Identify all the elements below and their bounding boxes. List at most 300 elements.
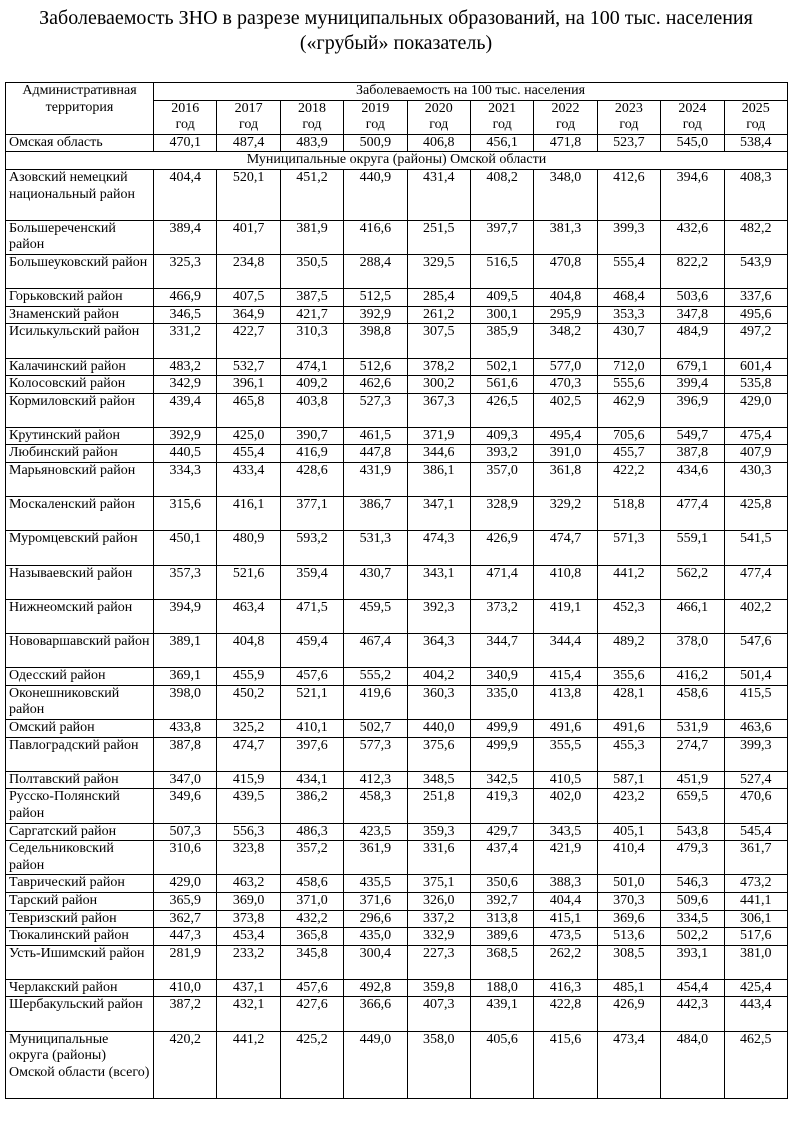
territory-name: Большеуковский район <box>6 254 154 288</box>
rate-value-cell: 408,3 <box>724 169 787 220</box>
territory-name: Муромцевский район <box>6 531 154 565</box>
rate-value-cell: 441,2 <box>597 565 660 599</box>
rate-value-cell: 422,7 <box>217 324 280 358</box>
rate-value-cell: 471,4 <box>470 565 533 599</box>
rate-value-cell: 485,1 <box>597 979 660 997</box>
rate-value-cell: 705,6 <box>597 427 660 445</box>
rate-value-cell: 413,8 <box>534 685 597 719</box>
territory-name: Знаменский район <box>6 306 154 324</box>
rate-value-cell: 470,1 <box>154 134 217 152</box>
rate-value-cell: 449,0 <box>344 1031 407 1098</box>
rate-value-cell: 434,6 <box>661 463 724 497</box>
rate-value-cell: 404,8 <box>217 634 280 668</box>
territory-name: Москаленский район <box>6 497 154 531</box>
rate-value-cell: 441,2 <box>217 1031 280 1098</box>
rate-value-cell: 458,3 <box>344 789 407 823</box>
rate-value-cell: 491,6 <box>597 719 660 737</box>
table-row <box>6 445 788 463</box>
rate-value-cell: 431,4 <box>407 169 470 220</box>
year-header-cell <box>724 100 787 134</box>
rate-value-cell: 531,9 <box>661 719 724 737</box>
territory-name: Тевризский район <box>6 910 154 928</box>
rate-value-cell: 410,4 <box>597 841 660 875</box>
rate-value-cell: 340,9 <box>470 668 533 686</box>
rate-value-cell: 439,5 <box>217 789 280 823</box>
rate-value-cell: 300,2 <box>407 376 470 394</box>
table-row <box>6 531 788 565</box>
rate-value-cell: 323,8 <box>217 841 280 875</box>
rate-value-cell: 474,1 <box>280 358 343 376</box>
rate-value-cell: 421,9 <box>534 841 597 875</box>
rate-value-cell: 463,4 <box>217 599 280 633</box>
rate-value-cell: 361,7 <box>724 841 787 875</box>
rate-value-cell: 313,8 <box>470 910 533 928</box>
rate-value-cell: 499,9 <box>470 719 533 737</box>
rate-value-cell: 346,5 <box>154 306 217 324</box>
territory-name: Кормиловский район <box>6 393 154 427</box>
table-row <box>6 463 788 497</box>
rate-value-cell: 406,8 <box>407 134 470 152</box>
rate-value-cell: 410,8 <box>534 565 597 599</box>
rate-value-cell: 398,0 <box>154 685 217 719</box>
section-row <box>6 152 788 170</box>
rate-value-cell: 344,6 <box>407 445 470 463</box>
rate-value-cell: 394,9 <box>154 599 217 633</box>
rate-value-cell: 369,1 <box>154 668 217 686</box>
rate-value-cell: 543,8 <box>661 823 724 841</box>
territory-name: Горьковский район <box>6 289 154 307</box>
rate-value-cell: 517,6 <box>724 928 787 946</box>
rate-value-cell: 331,6 <box>407 841 470 875</box>
rate-value-cell: 447,8 <box>344 445 407 463</box>
rate-value-cell: 430,7 <box>597 324 660 358</box>
rate-value-cell: 404,4 <box>154 169 217 220</box>
year-label: 2020 <box>424 100 453 116</box>
territory-name: Азовский немецкий национальный район <box>6 169 154 220</box>
rate-value-cell: 337,2 <box>407 910 470 928</box>
rate-value-cell: 365,8 <box>280 928 343 946</box>
rate-value-cell: 429,7 <box>470 823 533 841</box>
territory-name: Называевский район <box>6 565 154 599</box>
rate-value-cell: 415,4 <box>534 668 597 686</box>
rate-value-cell: 369,0 <box>217 892 280 910</box>
rate-value-cell: 433,8 <box>154 719 217 737</box>
table-row <box>6 685 788 719</box>
rate-value-cell: 416,3 <box>534 979 597 997</box>
rate-value-cell: 394,6 <box>661 169 724 220</box>
rate-value-cell: 334,3 <box>154 463 217 497</box>
rate-value-cell: 416,9 <box>280 445 343 463</box>
rate-value-cell: 410,0 <box>154 979 217 997</box>
rate-value-cell: 541,5 <box>724 531 787 565</box>
year-unit-label: год <box>746 117 766 133</box>
rate-value-cell: 428,1 <box>597 685 660 719</box>
rate-value-cell: 512,5 <box>344 289 407 307</box>
rate-value-cell: 364,3 <box>407 634 470 668</box>
rate-value-cell: 545,4 <box>724 823 787 841</box>
rate-value-cell: 342,5 <box>470 771 533 789</box>
rate-value-cell: 593,2 <box>280 531 343 565</box>
table-row <box>6 565 788 599</box>
rate-value-cell: 419,1 <box>534 599 597 633</box>
rate-value-cell: 251,8 <box>407 789 470 823</box>
rate-value-cell: 459,5 <box>344 599 407 633</box>
rate-value-cell: 378,2 <box>407 358 470 376</box>
year-unit-label: год <box>175 117 195 133</box>
rate-value-cell: 426,9 <box>470 531 533 565</box>
rate-value-cell: 331,2 <box>154 324 217 358</box>
rate-value-cell: 571,3 <box>597 531 660 565</box>
territory-name: Любинский район <box>6 445 154 463</box>
table-row <box>6 928 788 946</box>
rate-value-cell: 495,6 <box>724 306 787 324</box>
rate-value-cell: 329,2 <box>534 497 597 531</box>
year-unit-label: год <box>302 117 322 133</box>
rate-value-cell: 559,1 <box>661 531 724 565</box>
rate-value-cell: 502,2 <box>661 928 724 946</box>
rate-value-cell: 390,7 <box>280 427 343 445</box>
rate-value-cell: 466,1 <box>661 599 724 633</box>
rate-value-cell: 538,4 <box>724 134 787 152</box>
rate-value-cell: 389,1 <box>154 634 217 668</box>
rate-value-cell: 466,9 <box>154 289 217 307</box>
year-label: 2024 <box>678 100 707 116</box>
table-row <box>6 737 788 771</box>
rate-value-cell: 527,4 <box>724 771 787 789</box>
rate-value-cell: 296,6 <box>344 910 407 928</box>
rate-value-cell: 441,1 <box>724 892 787 910</box>
year-unit-label: год <box>619 117 639 133</box>
table-row <box>6 497 788 531</box>
rate-value-cell: 307,5 <box>407 324 470 358</box>
rate-value-cell: 335,0 <box>470 685 533 719</box>
territory-name: Одесский район <box>6 668 154 686</box>
rate-value-cell: 399,4 <box>661 376 724 394</box>
territory-name: Черлакский район <box>6 979 154 997</box>
rate-value-cell: 381,3 <box>534 220 597 254</box>
rate-value-cell: 470,8 <box>534 254 597 288</box>
rate-value-cell: 822,2 <box>661 254 724 288</box>
rate-value-cell: 450,2 <box>217 685 280 719</box>
rate-value-cell: 348,5 <box>407 771 470 789</box>
rate-value-cell: 357,0 <box>470 463 533 497</box>
rate-value-cell: 342,9 <box>154 376 217 394</box>
rate-value-cell: 432,2 <box>280 910 343 928</box>
rate-value-cell: 361,8 <box>534 463 597 497</box>
rate-value-cell: 512,6 <box>344 358 407 376</box>
rate-value-cell: 347,0 <box>154 771 217 789</box>
section-label: Муниципальные округа (районы) Омской области <box>6 152 788 170</box>
page-title <box>0 6 792 56</box>
year-header-cell <box>344 100 407 134</box>
rate-value-cell: 483,2 <box>154 358 217 376</box>
rate-value-cell: 422,8 <box>534 997 597 1031</box>
rate-value-cell: 410,5 <box>534 771 597 789</box>
rate-value-cell: 474,7 <box>217 737 280 771</box>
rate-value-cell: 404,8 <box>534 289 597 307</box>
rate-value-cell: 502,7 <box>344 719 407 737</box>
table-row <box>6 945 788 979</box>
rate-value-cell: 334,5 <box>661 910 724 928</box>
rate-value-cell: 421,7 <box>280 306 343 324</box>
rate-value-cell: 492,8 <box>344 979 407 997</box>
table-row <box>6 358 788 376</box>
rate-value-cell: 369,6 <box>597 910 660 928</box>
rate-value-cell: 430,7 <box>344 565 407 599</box>
rate-value-cell: 234,8 <box>217 254 280 288</box>
rate-value-cell: 474,7 <box>534 531 597 565</box>
rate-value-cell: 378,0 <box>661 634 724 668</box>
rate-value-cell: 385,9 <box>470 324 533 358</box>
rate-value-cell: 371,0 <box>280 892 343 910</box>
territory-name: Полтавский район <box>6 771 154 789</box>
table-row <box>6 910 788 928</box>
rate-value-cell: 427,6 <box>280 997 343 1031</box>
rate-value-cell: 659,5 <box>661 789 724 823</box>
year-label: 2016 <box>171 100 200 116</box>
rate-value-cell: 473,5 <box>534 928 597 946</box>
rate-value-cell: 443,4 <box>724 997 787 1031</box>
rate-value-cell: 475,4 <box>724 427 787 445</box>
rate-value-cell: 399,3 <box>597 220 660 254</box>
rate-value-cell: 501,0 <box>597 875 660 893</box>
rate-value-cell: 332,9 <box>407 928 470 946</box>
table-row <box>6 979 788 997</box>
rate-value-cell: 402,0 <box>534 789 597 823</box>
rate-value-cell: 347,1 <box>407 497 470 531</box>
rate-value-cell: 188,0 <box>470 979 533 997</box>
rate-value-cell: 465,8 <box>217 393 280 427</box>
table-row <box>6 634 788 668</box>
rate-value-cell: 409,3 <box>470 427 533 445</box>
rate-value-cell: 285,4 <box>407 289 470 307</box>
rate-value-cell: 556,3 <box>217 823 280 841</box>
rate-value-cell: 393,1 <box>661 945 724 979</box>
rate-value-cell: 415,6 <box>534 1031 597 1098</box>
rate-value-cell: 402,5 <box>534 393 597 427</box>
rate-value-cell: 360,3 <box>407 685 470 719</box>
rate-value-cell: 377,1 <box>280 497 343 531</box>
rate-value-cell: 396,1 <box>217 376 280 394</box>
rate-value-cell: 425,8 <box>724 497 787 531</box>
rate-value-cell: 405,6 <box>470 1031 533 1098</box>
rate-value-cell: 306,1 <box>724 910 787 928</box>
rate-value-cell: 227,3 <box>407 945 470 979</box>
rate-value-cell: 462,9 <box>597 393 660 427</box>
rate-value-cell: 518,8 <box>597 497 660 531</box>
rate-value-cell: 561,6 <box>470 376 533 394</box>
territory-name: Седельниковский район <box>6 841 154 875</box>
rate-value-cell: 392,7 <box>470 892 533 910</box>
rate-value-cell: 251,5 <box>407 220 470 254</box>
rate-value-cell: 361,9 <box>344 841 407 875</box>
title-line-2: («грубый» показатель) <box>299 32 493 54</box>
territory-header: Административная территория <box>6 83 154 135</box>
rate-value-cell: 353,3 <box>597 306 660 324</box>
year-label: 2021 <box>488 100 517 116</box>
rate-value-cell: 545,0 <box>661 134 724 152</box>
rate-value-cell: 300,4 <box>344 945 407 979</box>
rate-value-cell: 348,2 <box>534 324 597 358</box>
rate-value-cell: 546,3 <box>661 875 724 893</box>
year-unit-label: год <box>492 117 512 133</box>
rate-value-cell: 457,6 <box>280 668 343 686</box>
territory-name: Таврический район <box>6 875 154 893</box>
rate-value-cell: 507,3 <box>154 823 217 841</box>
year-header-cell <box>534 100 597 134</box>
rate-value-cell: 431,9 <box>344 463 407 497</box>
table-row <box>6 719 788 737</box>
year-unit-label: год <box>239 117 259 133</box>
territory-name: Русско-Полянский район <box>6 789 154 823</box>
rate-value-cell: 547,6 <box>724 634 787 668</box>
table-row <box>6 892 788 910</box>
rate-value-cell: 484,0 <box>661 1031 724 1098</box>
rate-value-cell: 440,5 <box>154 445 217 463</box>
year-label: 2019 <box>361 100 390 116</box>
rate-value-cell: 447,3 <box>154 928 217 946</box>
rate-value-cell: 381,9 <box>280 220 343 254</box>
rate-value-cell: 480,9 <box>217 531 280 565</box>
rate-value-cell: 486,3 <box>280 823 343 841</box>
rate-value-cell: 455,3 <box>597 737 660 771</box>
territory-name: Шербакульский район <box>6 997 154 1031</box>
year-unit-label: год <box>555 117 576 133</box>
rate-value-cell: 328,9 <box>470 497 533 531</box>
rate-value-cell: 535,8 <box>724 376 787 394</box>
rate-value-cell: 555,6 <box>597 376 660 394</box>
rate-value-cell: 487,4 <box>217 134 280 152</box>
rate-value-cell: 434,1 <box>280 771 343 789</box>
rate-value-cell: 451,9 <box>661 771 724 789</box>
rate-value-cell: 679,1 <box>661 358 724 376</box>
rate-value-cell: 462,5 <box>724 1031 787 1098</box>
rate-value-cell: 474,3 <box>407 531 470 565</box>
rate-value-cell: 386,1 <box>407 463 470 497</box>
rate-value-cell: 463,2 <box>217 875 280 893</box>
rate-value-cell: 420,2 <box>154 1031 217 1098</box>
header-row-top <box>6 83 788 101</box>
rate-value-cell: 359,8 <box>407 979 470 997</box>
rate-value-cell: 429,0 <box>154 875 217 893</box>
rate-value-cell: 315,6 <box>154 497 217 531</box>
rate-value-cell: 577,0 <box>534 358 597 376</box>
rate-value-cell: 408,2 <box>470 169 533 220</box>
rate-value-cell: 407,3 <box>407 997 470 1031</box>
rate-value-cell: 404,2 <box>407 668 470 686</box>
rate-value-cell: 365,9 <box>154 892 217 910</box>
rate-value-cell: 409,2 <box>280 376 343 394</box>
rate-value-cell: 412,3 <box>344 771 407 789</box>
territory-name: Саргатский район <box>6 823 154 841</box>
rate-value-cell: 521,6 <box>217 565 280 599</box>
table-row <box>6 771 788 789</box>
rate-value-cell: 502,1 <box>470 358 533 376</box>
rate-value-cell: 457,6 <box>280 979 343 997</box>
territory-name: Омская область <box>6 134 154 152</box>
rate-value-cell: 479,3 <box>661 841 724 875</box>
rate-value-cell: 477,4 <box>724 565 787 599</box>
rate-value-cell: 473,4 <box>597 1031 660 1098</box>
table-row <box>6 289 788 307</box>
rate-value-cell: 357,3 <box>154 565 217 599</box>
rate-value-cell: 281,9 <box>154 945 217 979</box>
year-label: 2018 <box>297 100 326 116</box>
rate-value-cell: 300,1 <box>470 306 533 324</box>
rate-value-cell: 435,0 <box>344 928 407 946</box>
rate-value-cell: 425,2 <box>280 1031 343 1098</box>
rate-value-cell: 387,8 <box>661 445 724 463</box>
rate-value-cell: 233,2 <box>217 945 280 979</box>
rate-value-cell: 456,1 <box>470 134 533 152</box>
rate-value-cell: 462,6 <box>344 376 407 394</box>
rate-value-cell: 387,2 <box>154 997 217 1031</box>
rate-value-cell: 437,1 <box>217 979 280 997</box>
rate-value-cell: 458,6 <box>661 685 724 719</box>
rate-value-cell: 601,4 <box>724 358 787 376</box>
rate-value-cell: 391,0 <box>534 445 597 463</box>
rate-value-cell: 468,4 <box>597 289 660 307</box>
rate-value-cell: 373,8 <box>217 910 280 928</box>
territory-name: Тюкалинский район <box>6 928 154 946</box>
table-row <box>6 1031 788 1098</box>
rate-value-cell: 432,6 <box>661 220 724 254</box>
year-label: 2023 <box>614 100 643 116</box>
rate-value-cell: 407,9 <box>724 445 787 463</box>
rate-value-cell: 521,1 <box>280 685 343 719</box>
title-line-1: Заболеваемость ЗНО в разрезе муниципальных образований, на 100 тыс. населения <box>39 7 753 29</box>
rate-value-cell: 467,4 <box>344 634 407 668</box>
rate-value-cell: 470,3 <box>534 376 597 394</box>
rate-value-cell: 463,6 <box>724 719 787 737</box>
rate-value-cell: 389,4 <box>154 220 217 254</box>
rate-value-cell: 392,9 <box>154 427 217 445</box>
rate-value-cell: 364,9 <box>217 306 280 324</box>
rate-value-cell: 368,5 <box>470 945 533 979</box>
rate-value-cell: 495,4 <box>534 427 597 445</box>
rate-value-cell: 484,9 <box>661 324 724 358</box>
rate-value-cell: 543,9 <box>724 254 787 288</box>
rate-value-cell: 350,5 <box>280 254 343 288</box>
year-header-cell <box>597 100 660 134</box>
rate-value-cell: 549,7 <box>661 427 724 445</box>
territory-name: Павлоградский район <box>6 737 154 771</box>
year-label: 2017 <box>234 100 263 116</box>
rate-value-cell: 433,4 <box>217 463 280 497</box>
territory-name: Колосовский район <box>6 376 154 394</box>
rate-value-cell: 388,3 <box>534 875 597 893</box>
rate-value-cell: 403,8 <box>280 393 343 427</box>
rate-value-cell: 422,2 <box>597 463 660 497</box>
rate-value-cell: 555,4 <box>597 254 660 288</box>
rate-value-cell: 358,0 <box>407 1031 470 1098</box>
rate-value-cell: 325,3 <box>154 254 217 288</box>
table-row <box>6 220 788 254</box>
table-row <box>6 668 788 686</box>
rate-value-cell: 477,4 <box>661 497 724 531</box>
rate-value-cell: 409,5 <box>470 289 533 307</box>
rate-value-cell: 503,6 <box>661 289 724 307</box>
rate-value-cell: 425,0 <box>217 427 280 445</box>
table-row <box>6 306 788 324</box>
territory-name: Крутинский район <box>6 427 154 445</box>
rate-value-cell: 523,7 <box>597 134 660 152</box>
year-header-cell <box>661 100 724 134</box>
rate-value-cell: 370,3 <box>597 892 660 910</box>
rate-value-cell: 412,6 <box>597 169 660 220</box>
rate-value-cell: 274,7 <box>661 737 724 771</box>
territory-name: Большереченский район <box>6 220 154 254</box>
